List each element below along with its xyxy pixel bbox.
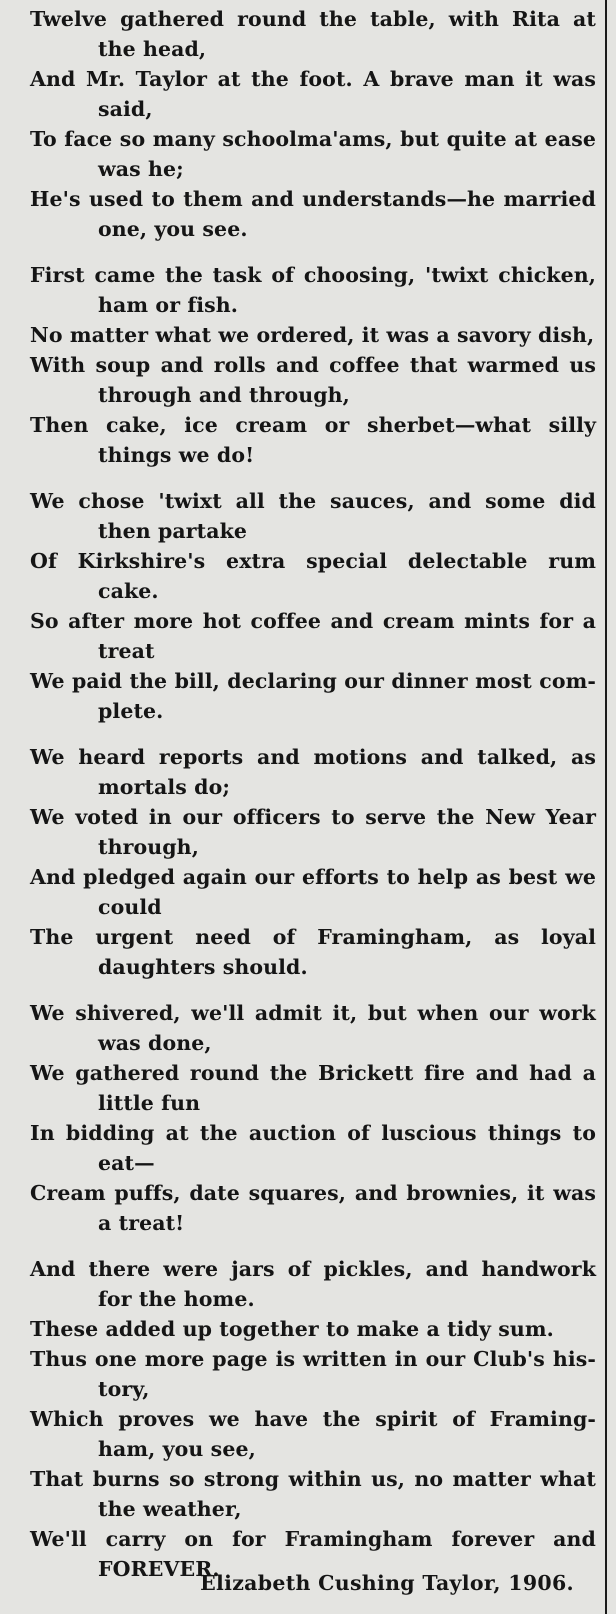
verse-line: We voted in our officers to serve the New Year through, bbox=[30, 805, 596, 859]
verse-line: The urgent need of Framingham, as loyal daughters should. bbox=[30, 925, 596, 979]
verse-line: So after more hot coffee and cream mints for a treat bbox=[30, 609, 596, 663]
verse-line: We chose 'twixt all the sauces, and some did then partake bbox=[30, 489, 596, 543]
poem bbox=[0, 4, 606, 1600]
verse-line: And pledged again our efforts to help as best we could bbox=[30, 865, 596, 919]
verse-line: Twelve gathered round the table, with Rita at the head, bbox=[30, 7, 596, 61]
verse-line: With soup and rolls and coffee that warmed us through and through, bbox=[30, 353, 596, 407]
verse-line: We gathered round the Brickett fire and had a little fun bbox=[30, 1061, 596, 1115]
verse-line: We paid the bill, declaring our dinner most com-plete. bbox=[30, 669, 596, 723]
stanza bbox=[30, 4, 596, 244]
verse-line: And there were jars of pickles, and handwork for the home. bbox=[30, 1257, 596, 1311]
verse-line: Which proves we have the spirit of Framing-ham, you see, bbox=[30, 1407, 596, 1461]
stanza bbox=[30, 486, 596, 726]
verse-line: He's used to them and understands—he married one, you see. bbox=[30, 187, 596, 241]
verse-line: These added up together to make a tidy sum. bbox=[30, 1317, 554, 1341]
verse-line: Thus one more page is written in our Club's his-tory, bbox=[30, 1347, 596, 1401]
stanza bbox=[30, 742, 596, 982]
stanza bbox=[30, 260, 596, 470]
verse-line: And Mr. Taylor at the foot. A brave man it was said, bbox=[30, 67, 596, 121]
verse-line: To face so many schoolma'ams, but quite at ease was he; bbox=[30, 127, 596, 181]
stanza bbox=[30, 998, 596, 1238]
verse-line: We heard reports and motions and talked, as mortals do; bbox=[30, 745, 596, 799]
verse-line: First came the task of choosing, 'twixt chicken, ham or fish. bbox=[30, 263, 596, 317]
stanza bbox=[30, 1254, 596, 1584]
signature: Elizabeth Cushing Taylor, 1906. bbox=[200, 1571, 574, 1595]
verse-line: We shivered, we'll admit it, but when our work was done, bbox=[30, 1001, 596, 1055]
verse-line: That burns so strong within us, no matter what the weather, bbox=[30, 1467, 596, 1521]
verse-line: No matter what we ordered, it was a savory dish, bbox=[30, 323, 595, 347]
verse-line: Of Kirkshire's extra special delectable rum cake. bbox=[30, 549, 596, 603]
verse-line: Then cake, ice cream or sherbet—what silly things we do! bbox=[30, 413, 596, 467]
verse-line: Cream puffs, date squares, and brownies, it was a treat! bbox=[30, 1181, 596, 1235]
verse-line: In bidding at the auction of luscious things to eat— bbox=[30, 1121, 596, 1175]
verse-line: We'll carry on for Framingham forever and FOREVER. bbox=[30, 1527, 596, 1581]
